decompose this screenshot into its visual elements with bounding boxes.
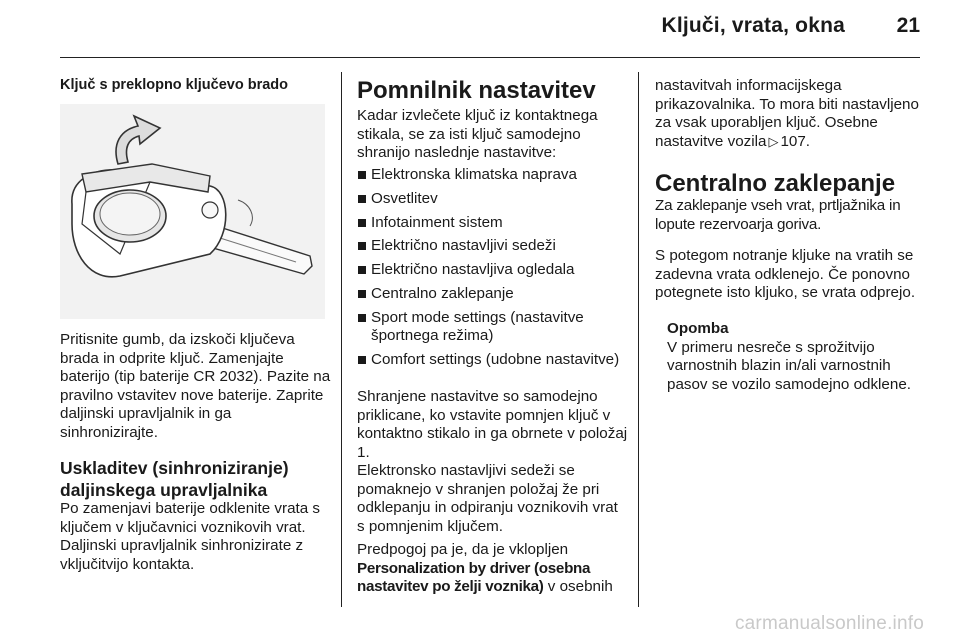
personalization-text bbox=[357, 541, 642, 597]
personalization-setting-name: Personalization by driver (osebna nastavitev po želji voznika) bbox=[357, 559, 591, 595]
section-title: Ključi, vrata, okna bbox=[661, 14, 845, 37]
memory-settings-list bbox=[357, 166, 632, 375]
page-reference[interactable]: 107. bbox=[780, 132, 810, 150]
page-header bbox=[0, 0, 960, 60]
note-box bbox=[667, 320, 932, 394]
list-item: Infotainment sistem bbox=[357, 214, 632, 233]
sync-remote-text: Po zamenjavi baterije odklenite vrata s ključem v ključavnici voznikovih vrat. Daljinski upravljalnik sinhronizirate z vključitvijo kontakta. bbox=[60, 500, 321, 573]
personalization-tail: v osebnih bbox=[543, 578, 613, 595]
list-item: Elektronska klimatska naprava bbox=[357, 166, 632, 185]
battery-replacement-text: Pritisnite gumb, da izskoči ključeva brada in odprite ključ. Zamenjajte baterijo (tip baterije CR 2032). Pazite na pravilno vstavitev nove baterije. Zaprite daljinski upravljalnik in ga sinhronizirajte. bbox=[60, 331, 331, 441]
note-title: Opomba bbox=[667, 320, 729, 337]
personalization-continued-text bbox=[655, 77, 930, 151]
page-number: 21 bbox=[896, 14, 920, 37]
subheading-flip-key: Ključ s preklopno ključevo brado bbox=[60, 77, 289, 93]
watermark: carmanualsonline.info bbox=[734, 613, 924, 634]
door-handle-text: S potegom notranje kljuke na vratih se zadevna vrata odklenejo. Če ponovno potegnete isto kljuko, se vrata odprejo. bbox=[655, 247, 916, 301]
personalization-lead: Predpogoj pa je, da je vklopljen bbox=[357, 541, 569, 558]
heading-memory-settings: Pomnilnik nastavitev bbox=[357, 77, 596, 104]
note-text: V primeru nesreče s sprožitvijo varnostnih blazin in/ali varnostnih pasov se vozilo samodejno odklene. bbox=[667, 338, 911, 393]
central-locking-text: Za zaklepanje vseh vrat, prtljažnika in lopute rezervoarja goriva. bbox=[655, 197, 901, 233]
list-item: Comfort settings (udobne nastavitve) bbox=[357, 351, 632, 370]
personalization-continued: nastavitvah informacijskega prikazovalnika. To mora biti nastavljeno za vsak uporabljen ključ. Osebne nastavitve vozila bbox=[655, 77, 919, 150]
column-divider-left bbox=[341, 72, 342, 607]
header-divider bbox=[60, 57, 920, 58]
list-item: Električno nastavljivi sedeži bbox=[357, 237, 632, 256]
memory-intro-text: Kadar izvlečete ključ iz kontaktnega stikala, se za isti ključ samodejno shranijo naslednje nastavitve: bbox=[357, 107, 598, 161]
heading-central-locking: Centralno zaklepanje bbox=[655, 170, 896, 197]
heading-sync-remote: Uskladitev (sinhroniziranje) daljinskega upravljalnika bbox=[60, 458, 289, 500]
list-item: Osvetlitev bbox=[357, 190, 632, 209]
page-reference-icon: ▷ bbox=[768, 133, 779, 149]
key-battery-illustration bbox=[60, 104, 325, 319]
list-item: Električno nastavljiva ogledala bbox=[357, 261, 632, 280]
list-item: Centralno zaklepanje bbox=[357, 285, 632, 304]
list-item: Sport mode settings (nastavitve športnega režima) bbox=[357, 309, 632, 346]
column-divider-right bbox=[638, 72, 639, 607]
memory-recall-text: Shranjene nastavitve so samodejno priklicane, ko vstavite pomnjen ključ v kontaktno stikalo in ga obrnete v položaj 1. bbox=[357, 388, 628, 461]
seat-memory-text: Elektronsko nastavljivi sedeži se pomaknejo v shranjen položaj že pri odklepanju in odpiranju voznikovih vrat s pomnjenim ključem. bbox=[357, 462, 618, 535]
